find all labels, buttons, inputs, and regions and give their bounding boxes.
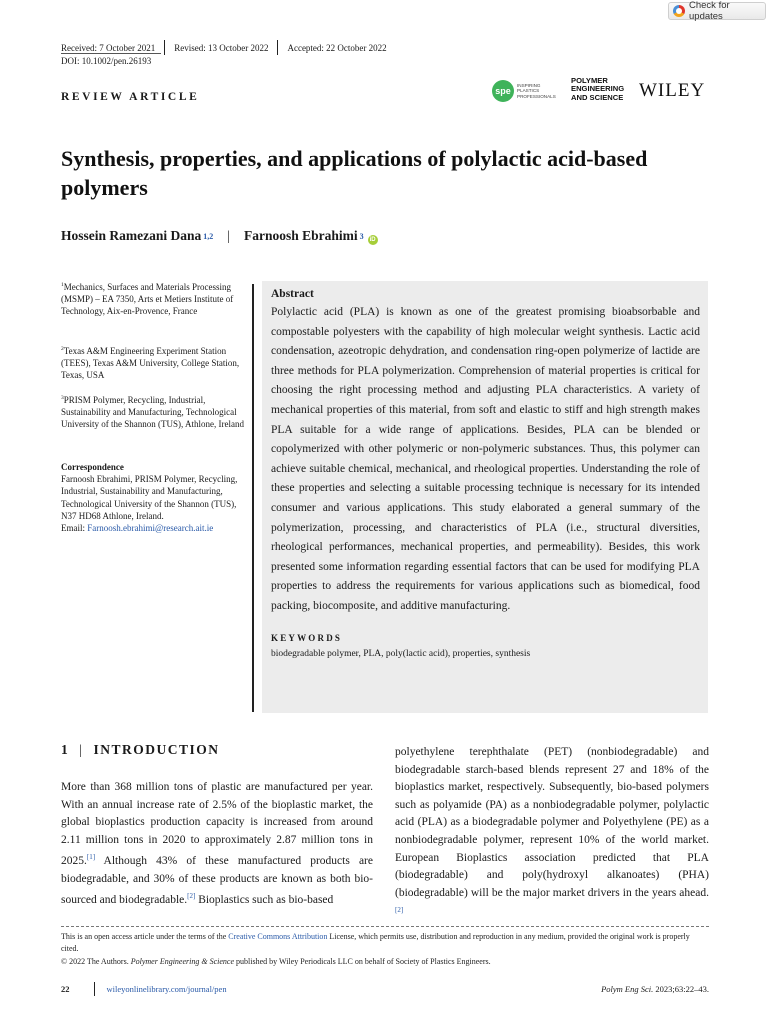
spe-logo bbox=[492, 80, 563, 102]
correspondence bbox=[61, 461, 251, 534]
keywords-text: biodegradable polymer, PLA, poly(lactic acid), properties, synthesis bbox=[271, 648, 531, 659]
date-divider bbox=[164, 40, 165, 55]
license-text: License, which permits use, distribution and reproduction in any medium, provided the original work is properly cited. bbox=[61, 932, 690, 953]
affiliation-number: 2 bbox=[61, 346, 64, 352]
revised-date: Revised: 13 October 2022 bbox=[174, 42, 269, 53]
copyright-journal: Polymer Engineering & Science bbox=[130, 957, 235, 966]
check-for-updates-button[interactable] bbox=[668, 2, 766, 20]
abstract-box bbox=[262, 281, 708, 713]
body-column-right bbox=[395, 744, 709, 924]
footer-divider bbox=[94, 982, 95, 996]
header-rule bbox=[61, 53, 161, 54]
date-divider bbox=[277, 40, 278, 55]
doi: DOI: 10.1002/pen.26193 bbox=[61, 56, 152, 66]
crossmark-icon bbox=[673, 5, 685, 17]
body-column-left bbox=[61, 779, 373, 910]
citation-link[interactable]: [2] bbox=[187, 892, 196, 901]
section-title: INTRODUCTION bbox=[93, 742, 220, 757]
footer-rule bbox=[61, 926, 709, 927]
author-name[interactable]: Hossein Ramezani Dana bbox=[61, 228, 202, 243]
copyright-text: published by Wiley Periodicals LLC on behalf of Society of Plastics Engineers. bbox=[234, 957, 491, 966]
correspondence-text: Farnoosh Ebrahimi, PRISM Polymer, Recycling, Industrial, Sustainability and Manufacturing, Technological University of the Shannon (TUS), N37 HD68 Athlone, Ireland. bbox=[61, 474, 238, 521]
article-type: REVIEW ARTICLE bbox=[61, 91, 200, 103]
copyright-text: © 2022 The Authors. bbox=[61, 957, 131, 966]
journal-logo-line: POLYMER bbox=[571, 76, 608, 85]
body-text: Bioplastics such as bio-based bbox=[195, 894, 334, 907]
author-affiliation-ref[interactable]: 3 bbox=[359, 232, 364, 241]
orcid-icon[interactable]: iD bbox=[369, 237, 376, 243]
spe-tagline: INSPIRING PLASTICS PROFESSIONALS bbox=[517, 82, 556, 99]
citation-volume: 2023;63:22–43. bbox=[653, 984, 709, 994]
citation-link[interactable]: [2] bbox=[395, 906, 404, 915]
journal-url-link[interactable]: wileyonlinelibrary.com/journal/pen bbox=[106, 984, 227, 994]
article-title: Synthesis, properties, and applications of polylactic acid-based polymers bbox=[61, 146, 648, 200]
journal-logo-line: AND SCIENCE bbox=[571, 92, 624, 102]
affiliation-1 bbox=[61, 279, 251, 318]
spe-mark-icon: spe bbox=[492, 80, 514, 102]
copyright-note bbox=[61, 956, 709, 968]
affiliation-number: 3 bbox=[61, 395, 64, 401]
page-footer bbox=[61, 982, 709, 996]
email-label: Email: bbox=[61, 523, 85, 534]
author-list bbox=[61, 228, 378, 244]
body-text: Although 43% of these manufactured products are biodegradable, and 30% of these products are known as both bio-sourced and biodegradable. bbox=[61, 855, 373, 907]
journal-logo bbox=[571, 77, 624, 102]
abstract-heading: Abstract bbox=[271, 288, 314, 300]
section-number: 1 bbox=[61, 742, 70, 757]
affiliation-2 bbox=[61, 343, 251, 382]
journal-logo-line: ENGINEERING bbox=[571, 84, 625, 94]
body-text: polyethylene terephthalate (PET) (nonbiodegradable) and biodegradable starch-based blends represent 27 and 18% of the bioplastics market, respectively. Subsequently, bio-based polymers such as polyamide (PA) as a nonbiodegradable polymer, polylactic acid (PLA) as a biodegradable polymer and Polyethylene (PE) as a nonbiodegradable polymer, represent 10% of the world market. European Bioplastics association predicted that PLA (biodegradable) and poly(hydroxyl alkanoates) (PHA) (biodegradable) will be the major market drivers in the years ahead. bbox=[395, 746, 709, 899]
abstract-text: Polylactic acid (PLA) is known as one of the greatest promising bioabsorbable and compostable polyesters with the capability of high molecular weight synthesis. Lactic acid condensation, azeotropic dehydration, and condensation ring-open polymerize of lactide are three methods for PLA polymerization. Comprehension of material properties is critical for choosing the right processing method and adjusting PLA characteristics. A variety of mechanical properties of this material, from soft and elastic to stiff and high strength makes PLA suitable for a wide range of applications. Besides, PLA can be blended or copolymerized with other polymeric or non-polymeric substances. Thus, this polymer can achieve suitable chemical, mechanical, and rheological properties. Understanding the role of these properties and selecting a suitable processing technique is necessary for its intended consumer and various applications. This study elaborated a general summary of the polymerization, processing, and characteristics of PLA (i.e., structural diversities, rheological performances, mechanical properties, and permeability). Besides, this work presented some information regarding essential factors that can be used for modifying PLA properties to address the requirements for various applications such as biomedical, food packing, biocomposite, and additive manufacturing. bbox=[271, 306, 700, 612]
author-separator: | bbox=[227, 228, 230, 243]
citation-journal: Polym Eng Sci. bbox=[601, 984, 654, 994]
affiliation-3 bbox=[61, 392, 251, 431]
publisher-logo: WILEY bbox=[639, 80, 706, 101]
correspondence-label: Correspondence bbox=[61, 462, 124, 472]
check-for-updates-label: Check for updates bbox=[689, 0, 730, 22]
received-date: Received: 7 October 2021 bbox=[61, 42, 156, 53]
section-separator: | bbox=[79, 742, 84, 757]
section-heading bbox=[61, 742, 219, 758]
license-text: This is an open access article under the terms of the bbox=[61, 932, 229, 941]
sidebar-divider bbox=[252, 284, 254, 712]
accepted-date: Accepted: 22 October 2022 bbox=[287, 42, 387, 53]
page-number: 22 bbox=[61, 984, 70, 994]
body-text: More than 368 million tons of plastic are manufactured per year. With an annual increase rate of 2.5% of the bioplastic market, the global bioplastics production capacity is increased from around 2.11 million tons in 2020 to approximately 2.87 million tons in 2025. bbox=[61, 781, 373, 868]
license-link[interactable]: Creative Commons Attribution bbox=[228, 932, 328, 941]
keywords-heading: KEYWORDS bbox=[271, 632, 343, 643]
citation-link[interactable]: [1] bbox=[86, 853, 96, 862]
affiliation-text: Mechanics, Surfaces and Materials Processing (MSMP) – EA 7350, Arts et Metiers Institute of Technology, Aix-en-Provence, France bbox=[61, 282, 234, 317]
affiliation-text: PRISM Polymer, Recycling, Industrial, Sustainability and Manufacturing, Technological University of the Shannon (TUS), Athlone, Ireland bbox=[61, 395, 244, 430]
license-note bbox=[61, 931, 709, 955]
author-affiliation-ref[interactable]: 1,2 bbox=[203, 232, 214, 241]
affiliation-number: 1 bbox=[61, 282, 64, 288]
affiliation-text: Texas A&M Engineering Experiment Station (TEES), Texas A&M University, College Station, Texas, USA bbox=[61, 346, 240, 381]
author-name[interactable]: Farnoosh Ebrahimi bbox=[243, 228, 358, 243]
citation-line bbox=[601, 984, 709, 994]
email-link[interactable]: Farnoosh.ebrahimi@research.ait.ie bbox=[87, 523, 214, 534]
correspondence-email-row bbox=[61, 522, 251, 534]
